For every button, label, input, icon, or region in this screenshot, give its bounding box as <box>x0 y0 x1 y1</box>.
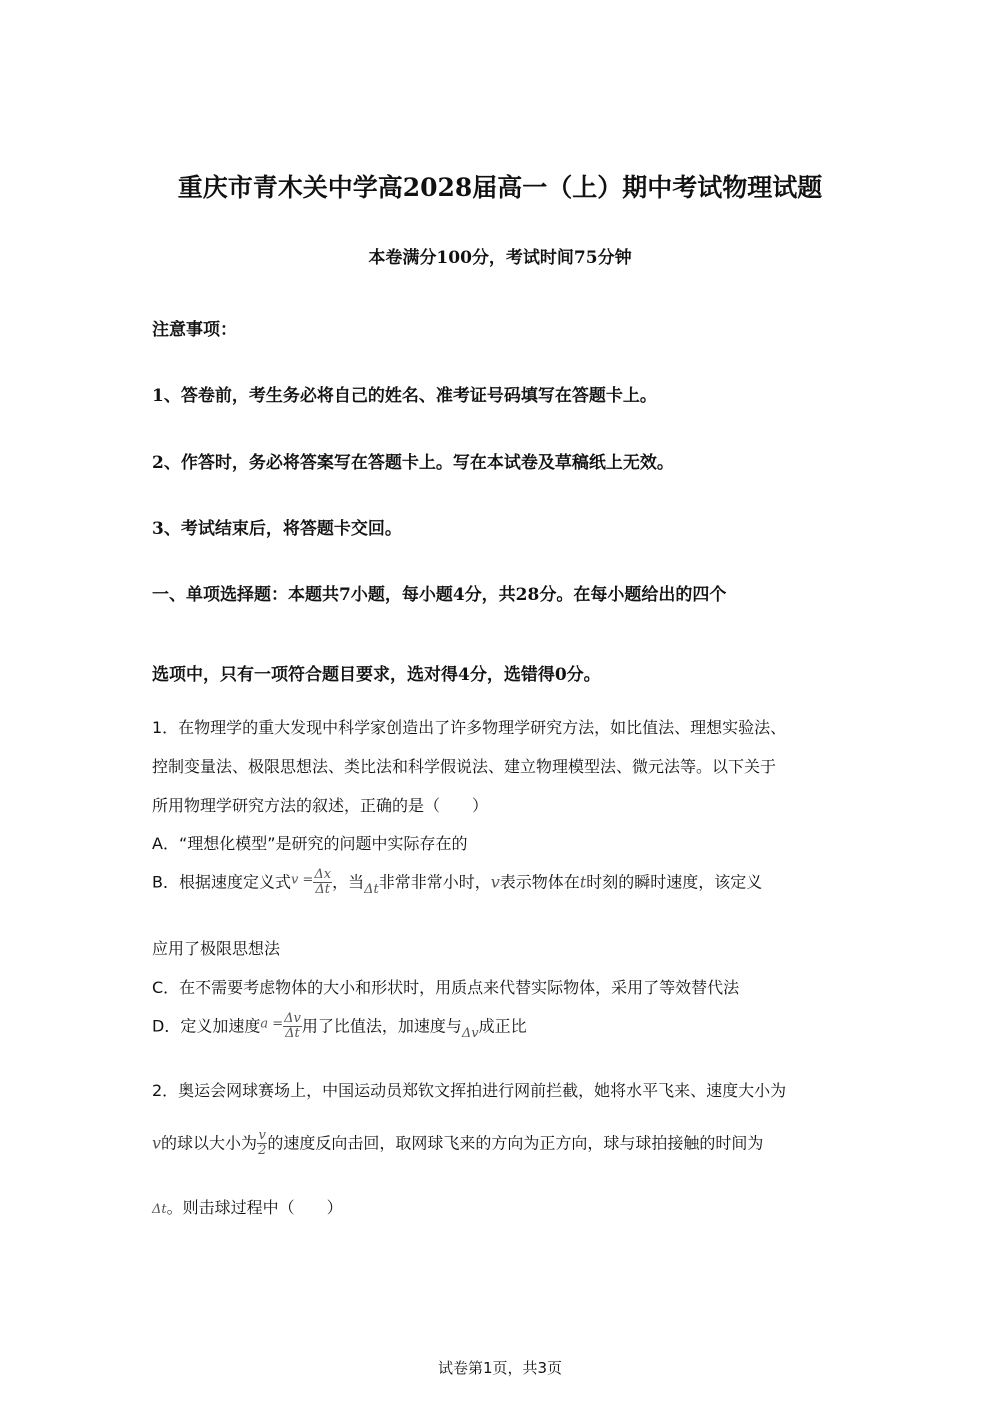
notice-heading: 注意事项： <box>152 320 237 340</box>
exam-subtitle: 本卷满分100分，考试时间75分钟 <box>368 248 632 268</box>
fraction-denominator: Δt <box>315 882 331 898</box>
question-1-option-b-line-2: 应用了极限思想法 <box>152 939 281 958</box>
question-2-text-2: 的速度反向击回，取网球飞来的方向为正方向，球与球拍接触的时间为 <box>267 1133 764 1153</box>
delta-v-symbol: Δv <box>461 1026 479 1042</box>
question-2-text-1: 的球以大小为 <box>161 1133 258 1153</box>
option-d-text-1: 用了比值法，加速度与 <box>301 1016 462 1036</box>
question-1-option-c: C．在不需要考虑物体的大小和形状时，用质点来代替实际物体，采用了等效替代法 <box>152 978 740 997</box>
question-2-line-1: 2．奥运会网球赛场上，中国运动员郑钦文挥拍进行网前拦截，她将水平飞来、速度大小为 <box>152 1081 787 1100</box>
notice-item-3: 3、考试结束后，将答题卡交回。 <box>152 519 402 539</box>
velocity-formula-fraction <box>313 868 332 898</box>
notice-item-2: 2、作答时，务必将答案写在答题卡上。写在本试卷及草稿纸上无效。 <box>152 453 674 473</box>
acceleration-formula-lhs: a = <box>260 1016 284 1032</box>
question-2-line-3 <box>152 1195 343 1218</box>
question-2-text-3: 。则击球过程中（ ） <box>166 1198 343 1217</box>
notice-item-1: 1、答卷前，考生务必将自己的姓名、准考证号码填写在答题卡上。 <box>152 386 657 406</box>
fraction-numerator: Δv <box>284 1011 301 1026</box>
question-1-option-b-line-1 <box>152 868 762 898</box>
option-b-text-4: 时刻的瞬时速度，该定义 <box>586 872 763 892</box>
acceleration-formula-fraction <box>283 1012 302 1042</box>
option-d-prefix: D．定义加速度 <box>152 1016 261 1036</box>
fraction-numerator: Δx <box>314 867 332 882</box>
option-b-text-1: ，当 <box>332 872 365 892</box>
half-velocity-fraction <box>257 1129 267 1159</box>
t-symbol: t <box>579 872 587 892</box>
fraction-denominator: 2 <box>258 1143 267 1159</box>
question-1-line-3: 所用物理学研究方法的叙述，正确的是（ ） <box>152 796 489 815</box>
delta-t-symbol: Δt <box>152 1202 167 1217</box>
section-1-heading-line-2: 选项中，只有一项符合题目要求，选对得4分，选错得0分。 <box>152 665 601 685</box>
fraction-numerator: v <box>258 1128 266 1143</box>
option-d-text-2: 成正比 <box>478 1016 527 1036</box>
fraction-denominator: Δt <box>285 1026 300 1042</box>
question-1-option-d <box>152 1012 527 1042</box>
exam-title: 重庆市青木关中学高2028届高一（上）期中考试物理试题 <box>177 173 823 202</box>
section-1-heading-line-1: 一、单项选择题：本题共7小题，每小题4分，共28分。在每小题给出的四个 <box>152 585 727 605</box>
page-footer: 试卷第1页，共3页 <box>437 1359 563 1377</box>
v-symbol: v <box>490 872 500 892</box>
option-b-prefix: B．根据速度定义式 <box>152 872 291 892</box>
question-2-line-2 <box>152 1129 763 1159</box>
v-symbol: v <box>152 1133 162 1153</box>
question-1-line-2: 控制变量法、极限思想法、类比法和科学假说法、建立物理模型法、微元法等。以下关于 <box>152 757 777 776</box>
delta-t-symbol: Δt <box>364 882 379 898</box>
question-1-option-a: A．“理想化模型”是研究的问题中实际存在的 <box>152 834 468 853</box>
question-1-line-1: 1．在物理学的重大发现中科学家创造出了许多物理学研究方法，如比值法、理想实验法、 <box>152 718 787 737</box>
option-b-text-3: 表示物体在 <box>499 872 580 892</box>
option-b-text-2: 非常非常小时， <box>378 872 491 892</box>
velocity-formula-lhs: v = <box>290 872 314 888</box>
